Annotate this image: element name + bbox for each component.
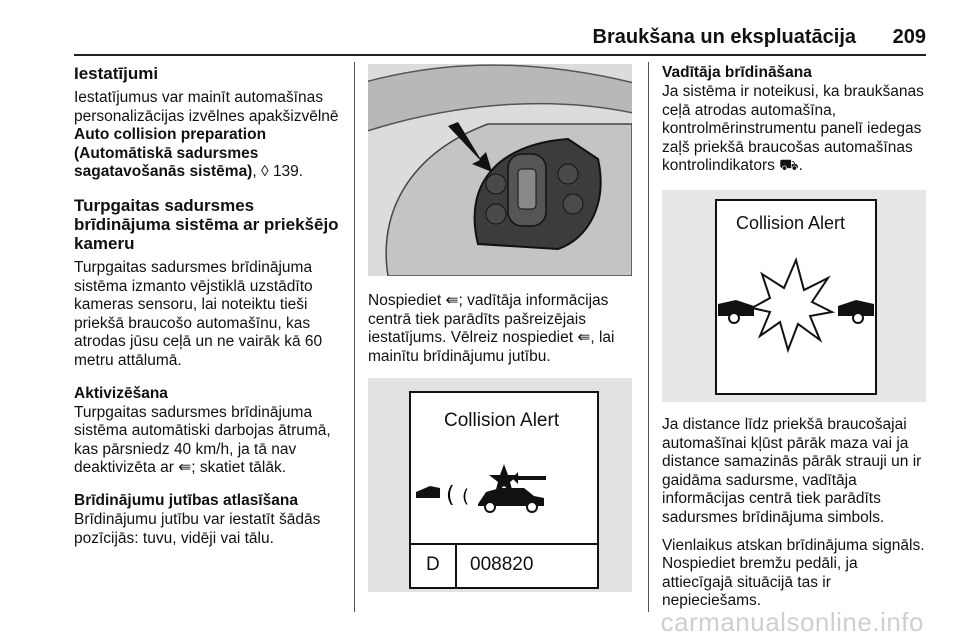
heading-driver-warning: Vadītāja brīdināšana [662,64,812,81]
column-3 [662,64,930,620]
paragraph-sensitivity: Brīdinājumu jutību var iestatīt šādās pozīcijās: tuvu, vidēji vai tālu. [74,510,321,547]
heading-forward-collision-warning: Turpgaitas sadursmes brīdinājuma sistēma ar priekšējo kameru [74,195,339,253]
column-1 [74,64,346,557]
display-code: 008820 [470,554,534,576]
column-divider-1 [354,62,355,612]
column-divider-2 [648,62,649,612]
paragraph-settings [74,89,346,182]
page-number: 209 [892,26,926,48]
heading-activation: Aktivizēšana [74,384,168,402]
heading-settings: Iestatījumi [74,64,159,83]
paragraph-press-button: Nospiediet ⇚; vadītāja informācijas centrā tiek parādīts pašreizējais iestatījums. Vēlreiz nospiediet ⇚, lai mainītu brīdinājumu jutību. [368,292,615,365]
paragraph-simultaneous: Vienlaikus atskan brīdinājuma signāls. Nospiediet bremžu pedāli, ja attiecīgajā situācijā tas ir nepieciešams. [662,536,925,610]
settings-page-ref: , ◊ 139. [252,163,304,181]
watermark: carmanualsonline.info [660,607,924,637]
display-title: Collision Alert [444,410,560,432]
paragraph-forward-collision: Turpgaitas sadursmes brīdinājuma sistēma izmanto vējstiklā uzstādīto kameras sensoru, lai noteiktu tieši priekšā braucošo automašīnu, kas atrodas jūsu ceļā un ne vairāk kā 60 metru attālumā. [74,258,323,369]
paragraph-driver-warning: Ja sistēma ir noteikusi, ka braukšanas ceļā atrodas automašīna, kontrolmērinstrumentu panelī iedegas zaļš priekšā braucošas automašīnas kontrolindikators ⛟. [662,83,924,175]
display-mode-letter: D [426,554,440,576]
collision-alert-display-figure [368,378,632,592]
settings-menu-name: Auto collision preparation (Automātiskā sadursmes sagatavošanās sistēma) [74,126,267,181]
paragraph-distance: Ja distance līdz priekšā braucošajai automašīnai kļūst pārāk maza vai ja distance samazinās pārāk strauji un ir gaidāma sadursme, vadītāja informācijas centrā tiek parādīts sadursmes brīdinājuma simbols. [662,415,922,526]
collision-alert-cluster-figure [662,190,926,402]
svg-text:(: ( [446,483,455,509]
steering-wheel-illustration [368,64,632,276]
cluster-alert-title: Collision Alert [736,212,846,233]
settings-text: Iestatījumus var mainīt automašīnas personalizācijas izvēlnes apakšizvēlnē [74,89,339,125]
heading-sensitivity: Brīdinājumu jutības atlasīšana [74,491,298,509]
page-header [74,14,926,56]
page-title: Braukšana un ekspluatācija [592,26,856,48]
steering-wheel-figure [368,64,632,276]
paragraph-activation: Turpgaitas sadursmes brīdinājuma sistēma automātiski darbojas ātrumā, kas pārsniedz 40 km/h, ja tā nav deaktivizēta ar ⇚; skatiet tālāk. [74,403,331,477]
svg-text:(: ( [462,486,470,508]
column-2 [368,64,638,592]
